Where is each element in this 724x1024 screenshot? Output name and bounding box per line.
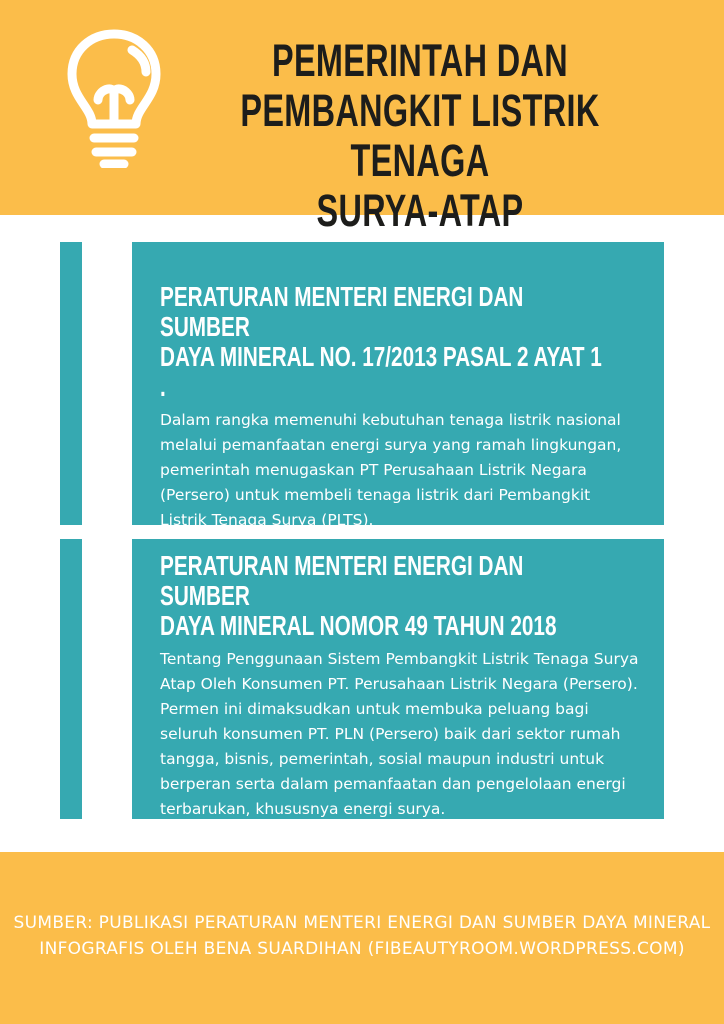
card-heading — [160, 282, 604, 402]
card-heading-line: PERATURAN MENTERI ENERGI DAN SUMBER — [160, 281, 524, 342]
footer-banner — [0, 852, 724, 1024]
author-line: INFOGRAFIS OLEH BENA SUARDIHAN (FIBEAUTYROOM.WORDPRESS.COM) — [39, 939, 685, 959]
card-heading-line: PERATURAN MENTERI ENERGI DAN SUMBER — [160, 550, 524, 611]
card-content — [160, 282, 640, 533]
card-stripe — [82, 242, 132, 525]
header-banner — [0, 0, 724, 236]
page-title — [240, 36, 600, 236]
card-heading-line: DAYA MINERAL NOMOR 49 TAHUN 2018 — [160, 610, 557, 641]
title-line: PEMERINTAH DAN — [271, 35, 569, 86]
card-body: Dalam rangka memenuhi kebutuhan tenaga listrik nasional melalui pemanfaatan energi surya yang ramah lingkungan, pemerintah menugaskan PT Perusahaan Listrik Negara (Persero) untuk membeli tenaga listrik dari Pembangkit Listrik Tenaga Surya (PLTS). — [160, 411, 622, 529]
title-line: PEMBANGKIT LISTRIK TENAGA — [240, 85, 600, 186]
card-heading — [160, 551, 604, 641]
card-stripe — [82, 539, 132, 819]
regulation-card-2 — [60, 539, 664, 819]
card-heading-line: DAYA MINERAL NO. 17/2013 PASAL 2 AYAT 1 . — [160, 341, 602, 402]
title-line: SURYA-ATAP — [316, 185, 524, 236]
lightbulb-icon — [58, 28, 170, 168]
footer-credits — [0, 910, 724, 962]
source-line: SUMBER: PUBLIKASI PERATURAN MENTERI ENERGI DAN SUMBER DAYA MINERAL — [13, 913, 711, 933]
card-content — [160, 551, 640, 822]
card-body: Tentang Penggunaan Sistem Pembangkit Listrik Tenaga Surya Atap Oleh Konsumen PT. Perusahaan Listrik Negara (Persero). Permen ini dimaksudkan untuk membuka peluang bagi seluruh konsumen PT. PLN (Persero) baik dari sektor rumah tangga, bisnis, pemerintah, sosial maupun industri untuk berperan serta dalam pemanfaatan dan pengelolaan energi terbarukan, khususnya energi surya. — [160, 650, 639, 818]
regulation-card-1 — [60, 242, 664, 529]
